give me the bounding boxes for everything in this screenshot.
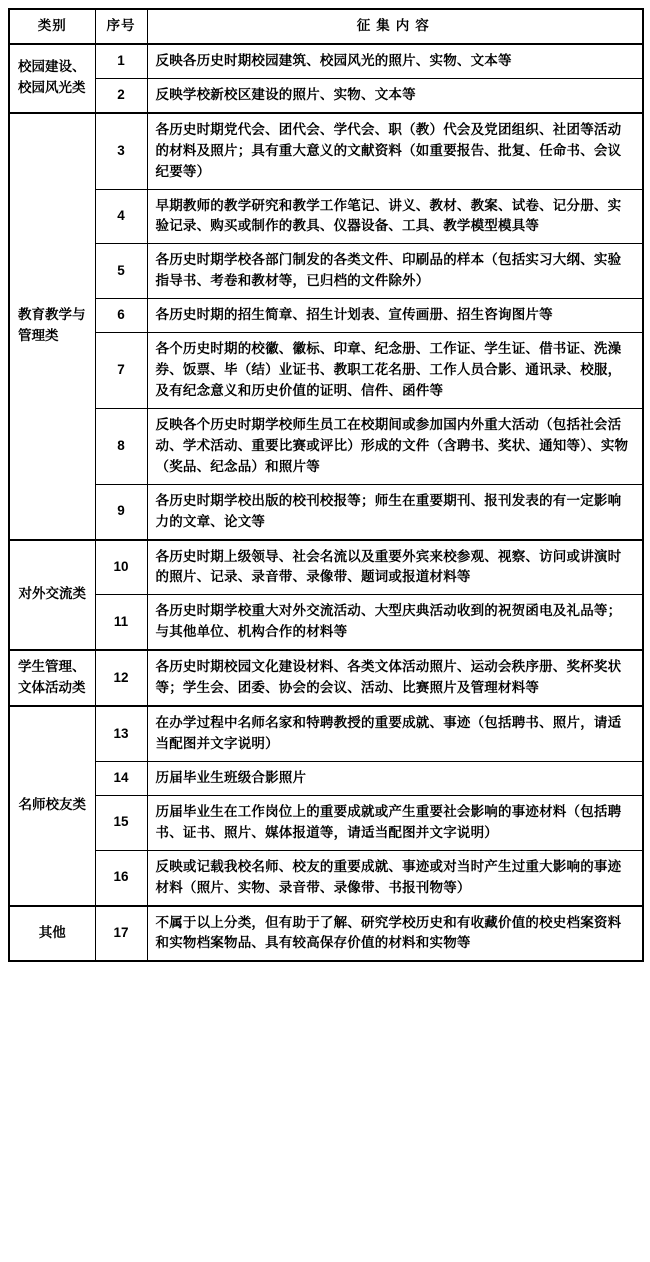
category-line: 校园建设、 — [18, 59, 86, 75]
row-index-cell: 11 — [95, 595, 147, 650]
header-index: 序号 — [95, 9, 147, 44]
table-row — [9, 595, 643, 650]
row-index-cell: 10 — [95, 540, 147, 595]
table-body — [9, 44, 643, 961]
row-content-cell: 早期教师的教学研究和教学工作笔记、讲义、教材、教案、试卷、记分册、实验记录、购买或制作的教具、仪器设备、工具、教学模型模具等 — [147, 189, 643, 244]
row-content-cell: 反映学校新校区建设的照片、实物、文本等 — [147, 78, 643, 112]
table-row — [9, 189, 643, 244]
category-line: 名师校友类 — [18, 797, 86, 813]
header-content: 征集内容 — [147, 9, 643, 44]
row-index-cell: 7 — [95, 333, 147, 409]
table-row — [9, 484, 643, 539]
row-content-cell: 各历史时期学校各部门制发的各类文件、印刷品的样本（包括实习大纲、实验指导书、考卷和教材等，已归档的文件除外） — [147, 244, 643, 299]
category-cell — [9, 650, 95, 706]
row-index-cell: 12 — [95, 650, 147, 706]
row-content-cell: 各历史时期党代会、团代会、学代会、职（教）代会及党团组织、社团等活动的材料及照片；具有重大意义的文献资料（如重要报告、批复、任命书、会议纪要等） — [147, 113, 643, 189]
category-line: 文体活动类 — [18, 680, 86, 696]
category-line: 学生管理、 — [18, 659, 86, 675]
category-cell — [9, 706, 95, 905]
row-content-cell: 各历史时期学校重大对外交流活动、大型庆典活动收到的祝贺函电及礼品等；与其他单位、机构合作的材料等 — [147, 595, 643, 650]
table-row — [9, 706, 643, 761]
category-line: 对外交流类 — [18, 586, 86, 602]
table-header — [9, 9, 643, 44]
row-index-cell: 13 — [95, 706, 147, 761]
category-line: 校园风光类 — [18, 80, 86, 96]
row-index-cell: 4 — [95, 189, 147, 244]
category-line: 教育教学与 — [18, 307, 86, 323]
row-index-cell: 16 — [95, 850, 147, 905]
row-index-cell: 8 — [95, 408, 147, 484]
row-content-cell: 各历史时期校园文化建设材料、各类文体活动照片、运动会秩序册、奖杯奖状等；学生会、团委、协会的会议、活动、比赛照片及管理材料等 — [147, 650, 643, 706]
row-content-cell: 历届毕业生在工作岗位上的重要成就或产生重要社会影响的事迹材料（包括聘书、证书、照片、媒体报道等，请适当配图并文字说明） — [147, 795, 643, 850]
row-content-cell: 各历史时期学校出版的校刊校报等；师生在重要期刊、报刊发表的有一定影响力的文章、论文等 — [147, 484, 643, 539]
row-index-cell: 15 — [95, 795, 147, 850]
row-content-cell: 各历史时期上级领导、社会名流以及重要外宾来校参观、视察、访问或讲演时的照片、记录、录音带、录像带、题词或报道材料等 — [147, 540, 643, 595]
row-index-cell: 2 — [95, 78, 147, 112]
row-index-cell: 6 — [95, 299, 147, 333]
row-index-cell: 9 — [95, 484, 147, 539]
row-content-cell: 历届毕业生班级合影照片 — [147, 761, 643, 795]
table-row — [9, 850, 643, 905]
row-index-cell: 14 — [95, 761, 147, 795]
row-index-cell: 17 — [95, 906, 147, 962]
table-row — [9, 906, 643, 962]
table-row — [9, 244, 643, 299]
row-content-cell: 反映或记载我校名师、校友的重要成就、事迹或对当时产生过重大影响的事迹材料（照片、实物、录音带、录像带、书报刊物等） — [147, 850, 643, 905]
table-row — [9, 299, 643, 333]
category-cell — [9, 906, 95, 962]
row-content-cell: 反映各历史时期校园建筑、校园风光的照片、实物、文本等 — [147, 44, 643, 78]
row-content-cell: 不属于以上分类，但有助于了解、研究学校历史和有收藏价值的校史档案资料和实物档案物品、具有较高保存价值的材料和实物等 — [147, 906, 643, 962]
row-index-cell: 1 — [95, 44, 147, 78]
table-row — [9, 650, 643, 706]
category-line: 其他 — [38, 924, 66, 940]
category-line: 管理类 — [18, 328, 59, 344]
table-row — [9, 78, 643, 112]
table-row — [9, 540, 643, 595]
row-content-cell: 反映各个历史时期学校师生员工在校期间或参加国内外重大活动（包括社会活动、学术活动、重要比赛或评比）形成的文件（含聘书、奖状、通知等）、实物（奖品、纪念品）和照片等 — [147, 408, 643, 484]
table-row — [9, 408, 643, 484]
table-row — [9, 795, 643, 850]
table-row — [9, 113, 643, 189]
collection-content-table — [8, 8, 644, 962]
table-row — [9, 761, 643, 795]
row-content-cell: 在办学过程中名师名家和特聘教授的重要成就、事迹（包括聘书、照片，请适当配图并文字说明） — [147, 706, 643, 761]
row-index-cell: 3 — [95, 113, 147, 189]
row-content-cell: 各历史时期的招生简章、招生计划表、宣传画册、招生咨询图片等 — [147, 299, 643, 333]
row-index-cell: 5 — [95, 244, 147, 299]
category-cell — [9, 540, 95, 651]
category-cell — [9, 113, 95, 540]
table-row — [9, 333, 643, 409]
category-cell — [9, 44, 95, 113]
table-header-row — [9, 9, 643, 44]
row-content-cell: 各个历史时期的校徽、徽标、印章、纪念册、工作证、学生证、借书证、洗澡券、饭票、毕（结）业证书、教职工花名册、工作人员合影、通讯录、校服，及有纪念意义和历史价值的证明、信件、函件等 — [147, 333, 643, 409]
header-category: 类别 — [9, 9, 95, 44]
table-row — [9, 44, 643, 78]
